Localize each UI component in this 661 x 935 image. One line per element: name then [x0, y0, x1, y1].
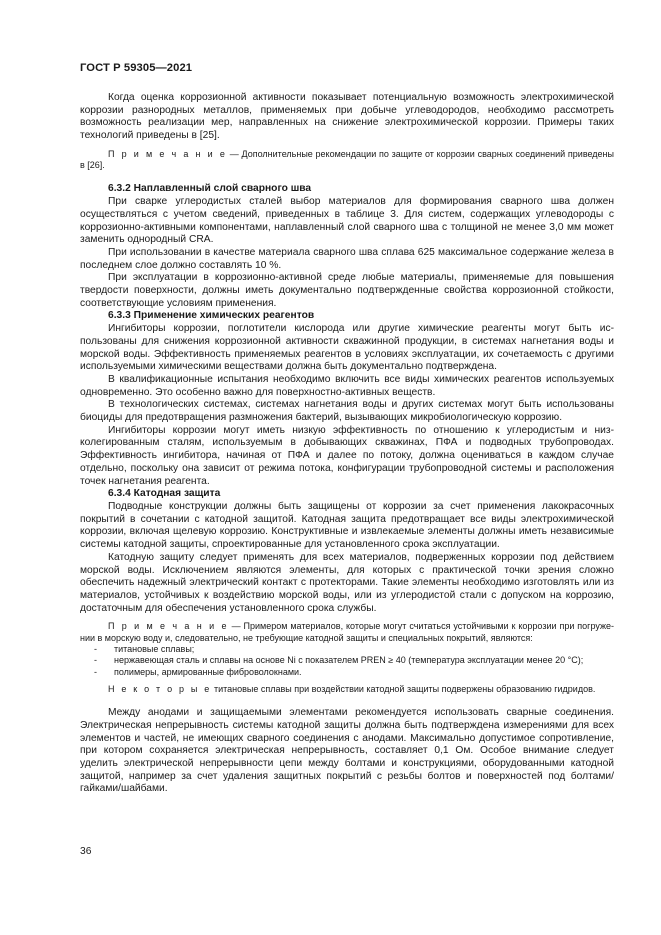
note-text: — Дополнительные рекомендации по защите от коррозии сварных соединений приведены в [26]. — [80, 148, 614, 171]
paragraph: Ингибиторы коррозии могут иметь низкую эффективность по отношению к углеродистым и низколегированным сталям, используемым в добывающих скважинах, ПФА и подводных трубопроводах. Эффективность ингибитора, начиная от ПФА и далее по потоку, должна оцениваться в каждом случае отдельно, поскольку она зависит от режима потока, конфигурации трубопроводной системы и расположения точек нагнетания реагента. — [80, 424, 614, 487]
paragraph: При сварке углеродистых сталей выбор материалов для формирования сварного шва должен осуществляться с учетом сведений, приведенных в таблице 3. Для систем, содержащих углеводороды с коррозионно-активными компонентами, наплавленный слой сварного шва с толщиной не менее 3,0 мм может заменить однородный CRA. — [80, 196, 614, 246]
materials-list — [80, 644, 614, 678]
note-label: П р и м е ч а н и е — [108, 621, 229, 632]
note-text: титановые сплавы при воздействии катодной защиты подвержены образованию гидридов. — [211, 683, 596, 694]
section-heading-6-3-2: 6.3.2 Наплавленный слой сварного шва — [108, 183, 312, 195]
section-heading-6-3-3: 6.3.3 Применение химических реагентов — [108, 310, 315, 322]
list-item: - нержавеющая сталь и сплавы на основе Ni с показателем PREN ≥ 40 (температура эксплуатации менее 20 °C); — [80, 655, 614, 666]
list-marker: - — [94, 655, 97, 666]
note-paragraph — [80, 149, 614, 172]
paragraph: При использовании в качестве материала сварного шва сплава 625 максимальное содержание железа в последнем слое должно составлять 10 %. — [80, 246, 614, 271]
section-heading-6-3-4: 6.3.4 Катодная защита — [108, 488, 221, 500]
paragraph: В технологических системах, системах нагнетания воды и других системах могут быть использованы биоциды для предотвращения размножения бактерий, вызывающих микробиологическую коррозию. — [80, 399, 614, 424]
paragraph: Ингибиторы коррозии, поглотители кислорода или другие химические реагенты могут быть использованы для снижения коррозионной активности скважинной продукции, в системах нагнетания воды и морской воды. Эффективность применяемых реагентов в условиях эксплуатации, их сочетаемость с другими используемыми химическими веществами должна быть документально подтверждена. — [80, 323, 614, 373]
paragraph: Между анодами и защищаемыми элементами рекомендуется использовать сварные соединения. Электрическая непрерывность системы катодной защиты должна быть подтверждена измерениями для всех элементов и частей, не имеющих сварного соединения с анодами. Максимально допустимое сопротивление, при котором сохраняется электрическая непрерывность, составляет 0,1 Ом. Особое внимание следует уделить электрической непрерывности цепи между болтами и конструкциями, оборудованными катодной защитой, например за счет удаления защитных покрытий с резьбы болтов и поверхностей под болтами/гайками/шайбами. — [80, 707, 614, 795]
document-header: ГОСТ Р 59305—2021 — [80, 62, 193, 74]
list-item: - титановые сплавы; — [80, 644, 614, 655]
paragraph: Подводные конструкции должны быть защищены от коррозии за счет применения лакокрасочных покрытий в сочетании с катодной защитой. Катодная защита предотвращает все виды электрохимической коррозии, включая щелевую коррозию. Конструктивные и извлекаемые элементы должны иметь независимые системы катодной защиты, спроектированные для установленного срока эксплуатации. — [80, 500, 614, 551]
paragraph: Катодную защиту следует применять для всех материалов, подверженных коррозии под действием морской воды. Исключением являются элементы, для которых с практической точки зрения сложно обеспечить надежный электрический контакт с протекторами. Такие элементы необходимо изготовлять или из материалов, устойчивых к воздействию морской воды, или из углеродистой стали с допуском на коррозию, достаточным для обеспечения установленного срока службы. — [80, 551, 614, 614]
list-item: - полимеры, армированные фиброволокнами. — [80, 667, 614, 678]
paragraph: При эксплуатации в коррозионно-активной среде любые материалы, применяемые для повышения твердости поверхности, должны иметь документально подтвержденные свойства коррозионной стойкости, соответствующие условиям применения. — [80, 272, 614, 309]
intro-paragraph: Когда оценка коррозионной активности показывает потенциальную возможность электрохимической коррозии разнородных металлов, применяемых при добыче углеводородов, необходимо рассмотреть возможность реализации мер, направленных на снижение электрохимической коррозии. Примеры таких технологий приведены в [25]. — [80, 92, 614, 142]
note-label: П р и м е ч а н и е — [108, 148, 228, 159]
list-marker: - — [94, 643, 97, 654]
list-marker: - — [94, 666, 97, 677]
note-text: — Примером материалов, которые могут считаться устойчивыми к коррозии при погружении в морскую воду и, следовательно, не требующие катодной защиты и специальных покрытий, являются: — [80, 621, 614, 643]
note-paragraph — [80, 621, 614, 644]
paragraph: В квалификационные испытания необходимо включить все виды химических реагентов используемых одновременно. Это особенно важно для поверхностно-активных веществ. — [80, 373, 614, 398]
page-number: 36 — [80, 846, 92, 857]
note-paragraph — [80, 684, 614, 695]
note-label: Н е к о т о р ы е — [108, 683, 212, 694]
document-body — [80, 92, 614, 796]
